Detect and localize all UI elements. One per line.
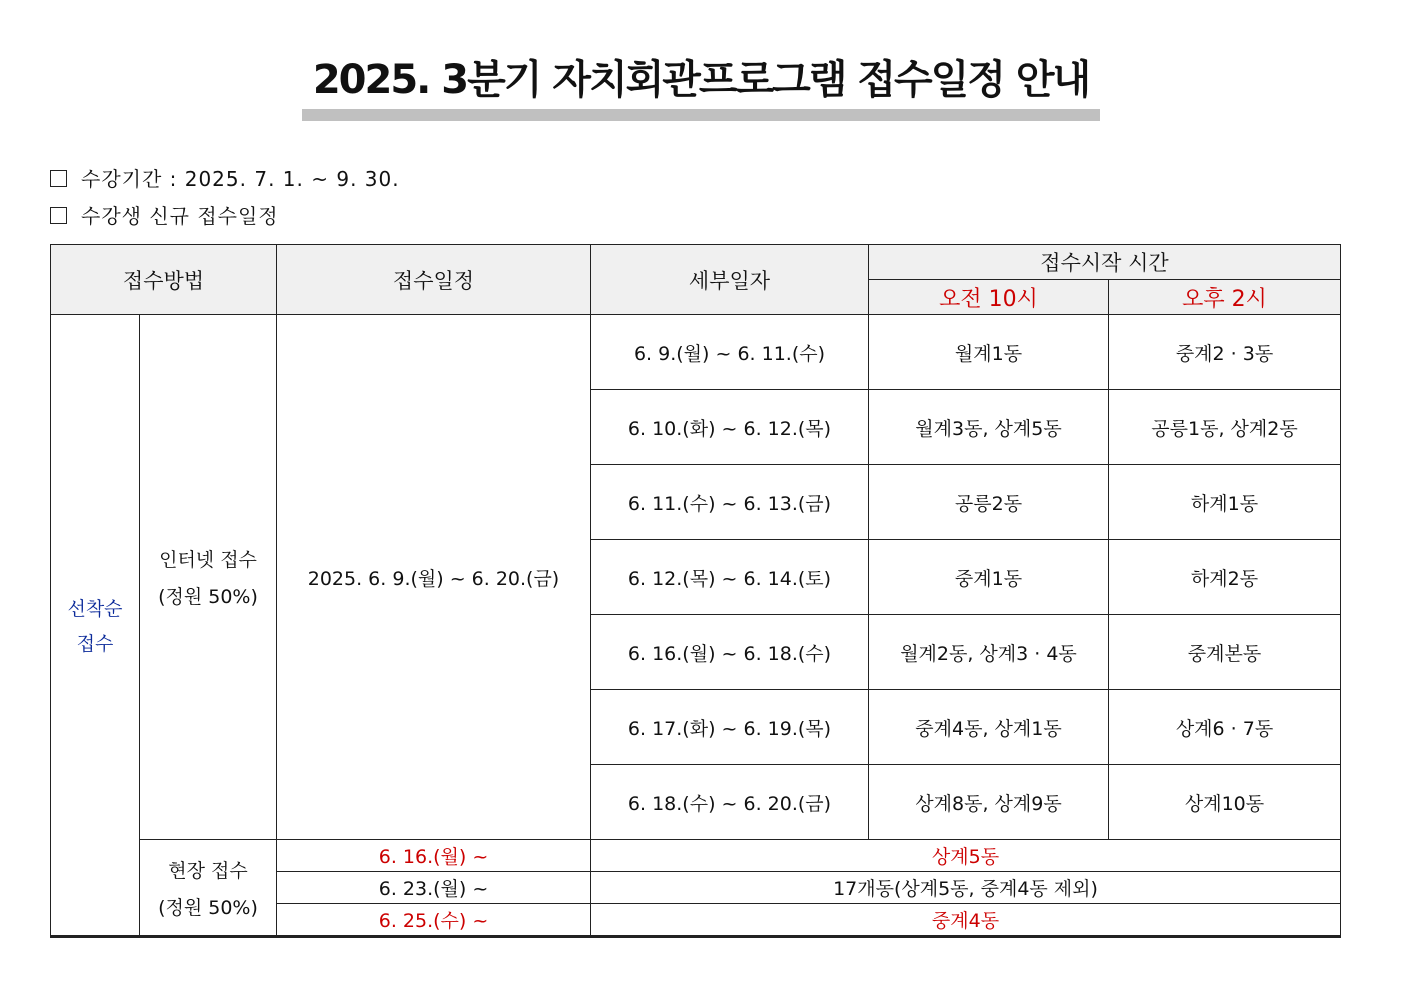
- row-date: 6. 12.(목) ~ 6. 14.(토): [591, 540, 869, 615]
- internet-cell: [140, 315, 277, 840]
- header-method: 접수방법: [51, 245, 277, 315]
- row-pm: 중계2 · 3동: [1109, 315, 1341, 390]
- row-am: 중계4동, 상계1동: [869, 690, 1109, 765]
- onsite-line2: (정원 50%): [158, 896, 258, 919]
- row-am: 월계3동, 상계5동: [869, 390, 1109, 465]
- onsite-date: 6. 23.(월) ~: [277, 872, 591, 904]
- period-line: [50, 165, 400, 193]
- row-am: 공릉2동: [869, 465, 1109, 540]
- row-date: 6. 10.(화) ~ 6. 12.(목): [591, 390, 869, 465]
- internet-period: 2025. 6. 9.(월) ~ 6. 20.(금): [277, 315, 591, 840]
- header-am: 오전 10시: [869, 280, 1109, 315]
- row-pm: 하계1동: [1109, 465, 1341, 540]
- checkbox-square-icon: [50, 170, 67, 187]
- schedule-table: [50, 244, 1341, 938]
- header-pm: 오후 2시: [1109, 280, 1341, 315]
- onsite-target: 중계4동: [591, 904, 1341, 937]
- row-date: 6. 17.(화) ~ 6. 19.(목): [591, 690, 869, 765]
- header-detail: 세부일자: [591, 245, 869, 315]
- row-pm: 상계10동: [1109, 765, 1341, 840]
- row-date: 6. 9.(월) ~ 6. 11.(수): [591, 315, 869, 390]
- schedule-text: 수강생 신규 접수일정: [81, 204, 279, 228]
- first-come-cell: [51, 315, 140, 937]
- onsite-date: 6. 25.(수) ~: [277, 904, 591, 937]
- checkbox-square-icon: [50, 207, 67, 224]
- header-schedule: 접수일정: [277, 245, 591, 315]
- row-pm: 상계6 · 7동: [1109, 690, 1341, 765]
- schedule-line: [50, 202, 279, 230]
- title-underline-bar: [302, 109, 1100, 121]
- row-pm: 하계2동: [1109, 540, 1341, 615]
- first-come-line2: 접수: [76, 633, 114, 655]
- onsite-target: 17개동(상계5동, 중계4동 제외): [591, 872, 1341, 904]
- row-am: 월계1동: [869, 315, 1109, 390]
- header-start-time: 접수시작 시간: [869, 245, 1341, 280]
- onsite-cell: [140, 840, 277, 937]
- onsite-line1: 현장 접수: [168, 859, 248, 882]
- row-date: 6. 18.(수) ~ 6. 20.(금): [591, 765, 869, 840]
- page-title: 2025. 3분기 자치회관프로그램 접수일정 안내: [312, 57, 1090, 103]
- row-pm: 중계본동: [1109, 615, 1341, 690]
- row-am: 상계8동, 상계9동: [869, 765, 1109, 840]
- row-date: 6. 16.(월) ~ 6. 18.(수): [591, 615, 869, 690]
- row-am: 월계2동, 상계3 · 4동: [869, 615, 1109, 690]
- row-am: 중계1동: [869, 540, 1109, 615]
- first-come-line1: 선착순: [67, 598, 123, 620]
- onsite-date: 6. 16.(월) ~: [277, 840, 591, 872]
- row-date: 6. 11.(수) ~ 6. 13.(금): [591, 465, 869, 540]
- internet-line2: (정원 50%): [158, 586, 258, 608]
- period-text: 수강기간 : 2025. 7. 1. ~ 9. 30.: [81, 167, 400, 191]
- internet-line1: 인터넷 접수: [159, 549, 257, 571]
- onsite-target: 상계5동: [591, 840, 1341, 872]
- row-pm: 공릉1동, 상계2동: [1109, 390, 1341, 465]
